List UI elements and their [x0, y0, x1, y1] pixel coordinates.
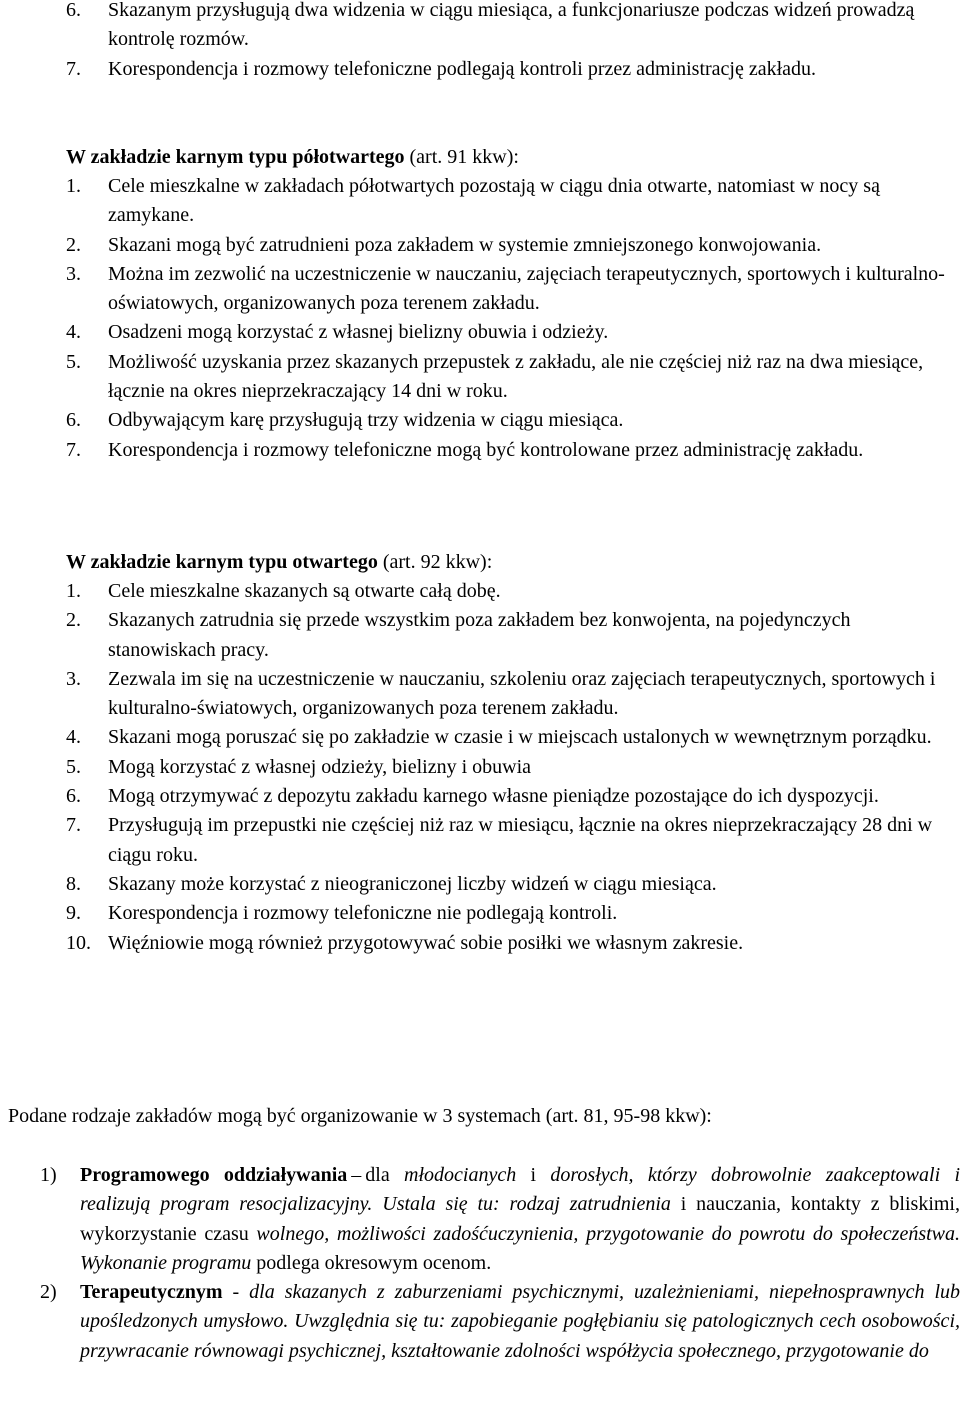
heading-bold: W zakładzie karnym typu otwartego — [66, 551, 378, 573]
list-item — [66, 753, 960, 782]
item-text: Cele mieszkalne w zakładach półotwartych pozostają w ciągu dnia otwarte, natomiast w nocy są zamykane. — [108, 175, 880, 227]
system-item-programmed — [40, 1161, 960, 1278]
item-number: 7. — [66, 438, 81, 461]
item-number: 1. — [66, 175, 81, 197]
item-number: 9. — [66, 902, 81, 925]
list-item — [66, 318, 960, 347]
list-semi-open — [66, 172, 960, 465]
item-text: Odbywającym karę przysługują trzy widzenia w ciągu miesiąca. — [108, 409, 624, 432]
item-number: 8. — [66, 872, 81, 895]
list-item — [66, 723, 960, 752]
section-heading-semi-open — [66, 143, 960, 172]
heading-bold: W zakładzie karnym typu półotwartego — [66, 146, 405, 168]
item-text: Skazany może korzystać z nieograniczonej liczby widzeń w ciągu miesiąca. — [108, 872, 717, 895]
item-number: 3. — [66, 667, 81, 690]
item-text — [80, 1278, 960, 1366]
list-item — [66, 172, 960, 231]
item-number: 4. — [66, 321, 81, 344]
text-run: podlega okresowym ocenom. — [251, 1251, 492, 1274]
list-open — [66, 577, 960, 958]
text-run-italic: młodocianych — [404, 1164, 517, 1186]
item-text: Zezwala im się na uczestniczenie w nauczaniu, szkoleniu oraz zajęciach terapeutycznych, sportowych i kulturalno-światowych, organizowanych poza terenem zakładu. — [108, 667, 936, 720]
list-item — [66, 870, 960, 899]
item-text: Korespondencja i rozmowy telefoniczne mogą być kontrolowane przez administrację zakładu. — [108, 438, 864, 461]
list-item — [66, 665, 960, 724]
item-number: 1) — [40, 1164, 57, 1186]
item-number: 10. — [66, 931, 91, 954]
systems-intro: Podane rodzaje zakładów mogą być organizowanie w 3 systemach (art. 81, 95-98 kkw): — [8, 1105, 712, 1127]
item-number: 7. — [66, 814, 81, 837]
system-item-therapeutic — [40, 1278, 960, 1366]
item-text: Cele mieszkalne skazanych są otwarte całą dobę. — [108, 580, 501, 602]
item-number: 6. — [66, 409, 81, 432]
list-item — [66, 436, 960, 465]
item-number: 2. — [66, 609, 81, 632]
list-item — [66, 348, 960, 407]
text-run: i — [516, 1164, 551, 1186]
item-text: Możliwość uzyskania przez skazanych przepustek z zakładu, ale nie częściej niż raz na dwa miesiące, łącznie na okres nieprzekraczający 14 dni w roku. — [108, 350, 924, 403]
text-run: i nauczania, kontakty z bliskimi, wykorzystanie czasu — [80, 1193, 960, 1245]
text-run-italic: - dla skazanych z zaburzeniami psychicznymi, uzależnieniami, niepełnosprawnych lub upośledzonych umysłowo. Uwzględnia się tu: zapobieganie pogłębianiu się patologicznych cech osobowości, przywracanie równowagi psychicznej, kształtowanie zdolności współżycia społecznego, przygotowanie do — [80, 1281, 960, 1362]
text-run-italic: wolnego, możliwości zadośćuczynienia, przygotowanie do powrotu do społeczeństwa. Wykonanie programu — [80, 1222, 960, 1274]
item-text: Więźniowie mogą również przygotowywać sobie posiłki we własnym zakresie. — [108, 931, 744, 954]
list-item — [66, 55, 960, 84]
text-run: dla — [365, 1164, 405, 1186]
item-text: Skazani mogą poruszać się po zakładzie w czasie i w miejscach ustalonych w wewnętrznym porządku. — [108, 726, 932, 749]
list-item — [66, 606, 960, 665]
item-number: 6. — [66, 785, 81, 808]
list-item — [66, 782, 960, 811]
list-item — [66, 899, 960, 928]
item-number: 4. — [66, 726, 81, 749]
heading-rest: (art. 92 kkw): — [377, 551, 493, 573]
item-text: Osadzeni mogą korzystać z własnej bielizny obuwia i odzieży. — [108, 321, 609, 344]
systems-list — [40, 1161, 960, 1366]
item-text: Skazanym przysługują dwa widzenia w ciągu miesiąca, a funkcjonariusze podczas widzeń prowadzą kontrolę rozmów. — [108, 0, 915, 51]
item-text: Korespondencja i rozmowy telefoniczne podlegają kontroli przez administrację zakładu. — [108, 57, 817, 80]
item-number: 5. — [66, 755, 81, 778]
item-text: Mogą korzystać z własnej odzieży, bielizny i obuwia — [108, 755, 532, 778]
item-number: 6. — [66, 0, 81, 21]
list-item — [66, 577, 960, 606]
list-item — [66, 929, 960, 958]
dash: – — [351, 1164, 362, 1186]
item-number: 2) — [40, 1281, 57, 1304]
section-heading-open — [66, 548, 960, 577]
item-text: Przysługują im przepustki nie częściej niż raz w miesiącu, łącznie na okres nieprzekraczający 28 dni w ciągu roku. — [108, 814, 933, 866]
item-number: 5. — [66, 350, 81, 373]
item-text: Można im zezwolić na uczestniczenie w nauczaniu, zajęciach terapeutycznych, sportowych i kulturalno-oświatowych, organizowanych poza terenem zakładu. — [108, 262, 945, 315]
item-text: Mogą otrzymywać z depozytu zakładu karnego własne pieniądze pozostające do ich dyspozycji. — [108, 785, 879, 808]
list-item — [66, 260, 960, 319]
system-name: Terapeutycznym — [80, 1281, 223, 1304]
item-number: 2. — [66, 233, 81, 256]
text-run-italic: dorosłych, którzy dobrowolnie zaakceptowali i realizują program resocjalizacyjny. Ustala się tu: rodzaj zatrudnienia — [80, 1164, 960, 1216]
list-item — [66, 231, 960, 260]
item-text: Skazanych zatrudnia się przede wszystkim poza zakładem bez konwojenta, na pojedynczych stanowiskach pracy. — [108, 609, 851, 661]
system-name: Programowego oddziaływania — [80, 1164, 348, 1186]
item-number: 7. — [66, 57, 81, 80]
item-number: 1. — [66, 580, 81, 602]
heading-rest: (art. 91 kkw): — [404, 146, 519, 168]
item-text: Korespondencja i rozmowy telefoniczne nie podlegają kontroli. — [108, 902, 618, 925]
list-item — [66, 0, 960, 55]
list-top — [66, 0, 960, 84]
item-number: 3. — [66, 262, 81, 285]
item-text: Skazani mogą być zatrudnieni poza zakładem w systemie zmniejszonego konwojowania. — [108, 233, 822, 256]
item-text — [80, 1161, 960, 1278]
list-item — [66, 811, 960, 870]
list-item — [66, 406, 960, 435]
